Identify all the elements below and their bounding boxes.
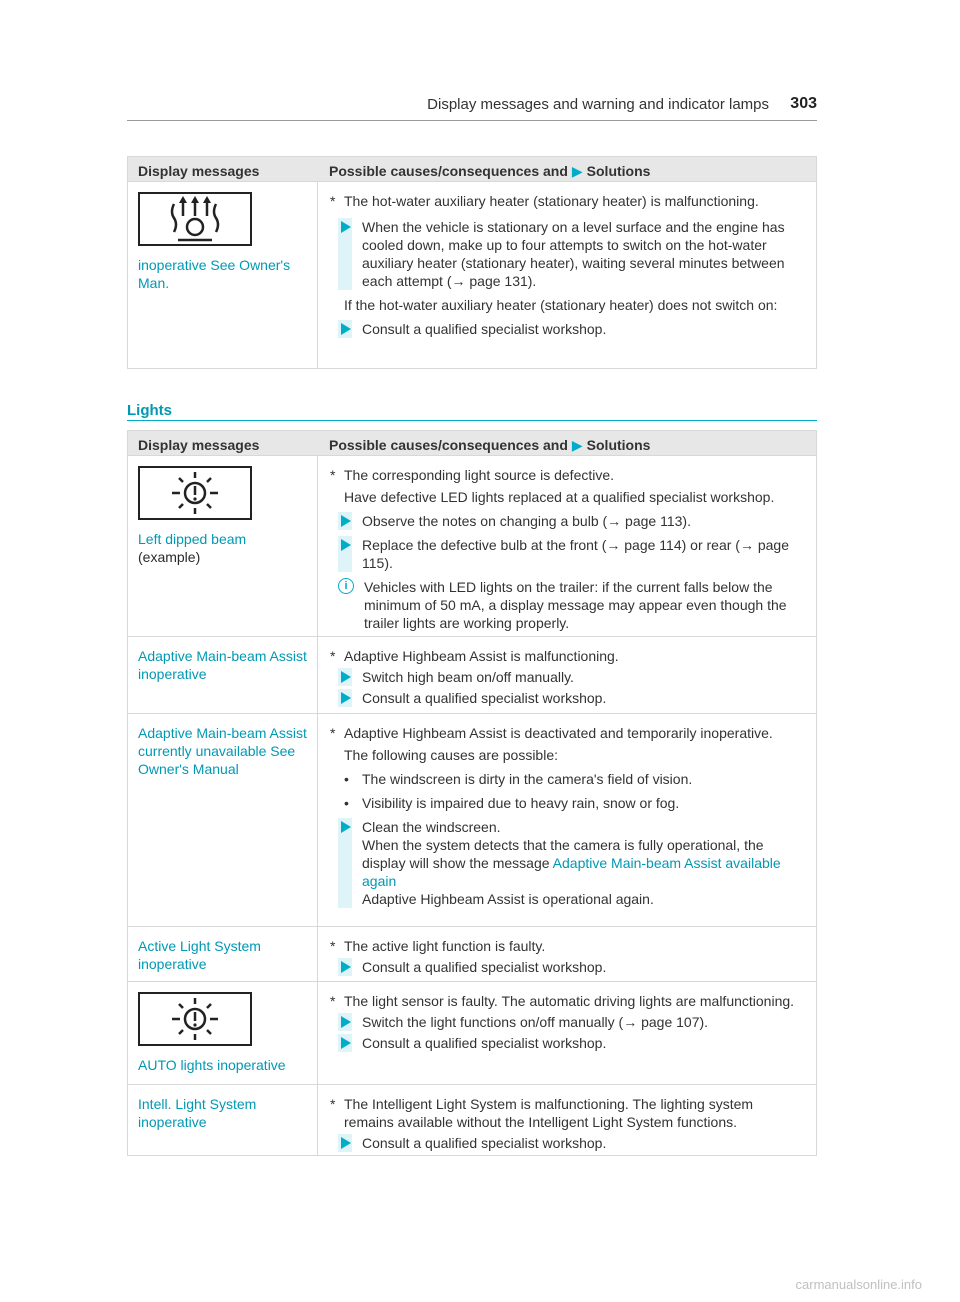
play-arrow-icon: [341, 323, 351, 335]
display-message: AUTO lights inoperative: [138, 1057, 286, 1073]
message-cell: [128, 456, 318, 636]
section-lights: [127, 402, 817, 421]
step-message: Adaptive Main-beam Assist available again: [362, 855, 781, 889]
section-title: Lights: [127, 402, 172, 419]
cause: * Adaptive Highbeam Assist is deactivated and temporarily inoperative.: [330, 725, 773, 741]
step-text: Consult a qualified specialist workshop.: [362, 1135, 607, 1151]
solution-cell: [318, 1085, 816, 1155]
solution-cell: [318, 714, 816, 926]
play-arrow-icon: [341, 221, 351, 233]
col-solutions-label: Solutions: [586, 437, 651, 453]
message-cell: [128, 637, 318, 713]
table-row: [128, 455, 816, 636]
col-causes-label: Possible causes/consequences and: [329, 437, 568, 453]
display-message: Adaptive Main-beam Assist currently unavailable See Owner's Manual: [138, 725, 307, 777]
message-cell: [128, 714, 318, 926]
display-message: Active Light System inoperative: [138, 938, 261, 972]
info-note: [338, 578, 804, 632]
cause-text: The light sensor is faulty. The automatic driving lights are malfunctioning.: [344, 993, 795, 1009]
message-suffix: (example): [138, 549, 201, 565]
solution-step: [338, 218, 804, 290]
message-cell: [128, 982, 318, 1084]
table-row: [128, 1084, 816, 1155]
step-text: Consult a qualified specialist workshop.: [362, 321, 607, 337]
step-result: Adaptive Highbeam Assist is operational again.: [362, 891, 654, 907]
solution-cell: [318, 182, 816, 368]
solution-step: [338, 689, 804, 707]
play-arrow-icon: [341, 1137, 351, 1149]
table-row: [128, 636, 816, 713]
heater-table: [127, 156, 817, 369]
light-malfunction-icon: [138, 992, 252, 1046]
play-arrow-icon: [341, 539, 351, 551]
cause-text: The hot-water auxiliary heater (stationary heater) is malfunctioning.: [344, 193, 759, 209]
solution-cell: [318, 456, 816, 636]
col-display-messages: Display messages: [138, 437, 260, 453]
table-row: [128, 181, 816, 368]
message-cell: [128, 927, 318, 981]
solution-cell: [318, 927, 816, 981]
cause-text: Adaptive Highbeam Assist is malfunctioning.: [344, 648, 619, 664]
play-arrow-icon: [341, 1016, 351, 1028]
solution-step: [338, 536, 804, 572]
cause-text: The Intelligent Light System is malfunctioning. The lighting system remains available without the Intelligent Light System functions.: [344, 1096, 754, 1130]
table-header: [128, 431, 816, 455]
step-text: Clean the windscreen.: [362, 819, 501, 835]
info-text: Vehicles with LED lights on the trailer: if the current falls below the minimum of 50 mA, a display message may appear even though the trailer lights are working properly.: [364, 579, 787, 631]
solution-cell: [318, 982, 816, 1084]
step-text: Consult a qualified specialist workshop.: [362, 959, 607, 975]
display-message: [138, 530, 307, 566]
solution-step: [338, 958, 804, 976]
solution-step: [338, 818, 804, 908]
light-malfunction-icon: [138, 466, 252, 520]
message-text: Left dipped beam: [138, 531, 247, 547]
lights-table: [127, 430, 817, 1156]
step-text: Observe the notes on changing a bulb (→ page 113).: [362, 513, 691, 529]
solution-step: [338, 320, 804, 338]
step-text: When the vehicle is stationary on a level surface and the engine has cooled down, make up to four attempts to switch on the hot-water auxiliary heater (stationary heater), waiting several minutes between each attempt (→ page 131).: [362, 219, 785, 289]
page-header: [127, 92, 817, 121]
step-text: Switch the light functions on/off manually (→ page 107).: [362, 1014, 709, 1030]
cause: * The corresponding light source is defective.: [330, 467, 615, 483]
step-detail: When the system detects that the camera is fully operational, the display will show the message: [362, 837, 764, 871]
display-message: inoperative See Owner's Man.: [138, 257, 291, 291]
cause: * The hot-water auxiliary heater (stationary heater) is malfunctioning.: [330, 193, 759, 209]
cause-text: The active light function is faulty.: [344, 938, 546, 954]
play-arrow-icon: [341, 961, 351, 973]
message-cell: [128, 182, 318, 368]
page-number: 303: [790, 95, 817, 112]
info-icon: i: [338, 578, 354, 594]
table-row: [128, 713, 816, 926]
col-solutions-label: Solutions: [586, 163, 651, 179]
play-arrow-icon: [341, 671, 351, 683]
col-display-messages: Display messages: [138, 163, 260, 179]
step-text: Consult a qualified specialist workshop.: [362, 1035, 607, 1051]
cause: * The light sensor is faulty. The automatic driving lights are malfunctioning.: [330, 993, 795, 1009]
arrow-icon: ▶: [571, 163, 583, 179]
arrow-icon: ▶: [571, 437, 583, 453]
note-text: Have defective LED lights replaced at a qualified specialist workshop.: [344, 489, 775, 505]
solution-step: [338, 512, 804, 530]
play-arrow-icon: [341, 692, 351, 704]
cause-text: Adaptive Highbeam Assist is deactivated and temporarily inoperative.: [344, 725, 773, 741]
solution-step: [338, 1013, 804, 1031]
auxiliary-heater-icon: [138, 192, 252, 246]
bullet-text: Visibility is impaired due to heavy rain, snow or fog.: [362, 795, 680, 811]
watermark-footer: carmanualsonline.info: [795, 1277, 922, 1292]
solution-step: [338, 1134, 804, 1152]
solution-step: [338, 668, 804, 686]
cause: * The active light function is faulty.: [330, 938, 546, 954]
header-title: Display messages and warning and indicator lamps: [427, 96, 769, 113]
step-text: Consult a qualified specialist workshop.: [362, 690, 607, 706]
play-arrow-icon: [341, 515, 351, 527]
table-header: [128, 157, 816, 181]
play-arrow-icon: [341, 821, 351, 833]
table-row: [128, 926, 816, 981]
play-arrow-icon: [341, 1037, 351, 1049]
list-item: • The windscreen is dirty in the camera's field of vision.: [344, 771, 693, 787]
display-message: Intell. Light System inoperative: [138, 1096, 257, 1130]
step-text: Replace the defective bulb at the front (→ page 114) or rear (→ page 115).: [362, 537, 789, 571]
col-causes: [318, 157, 816, 181]
cause: * The Intelligent Light System is malfunctioning. The lighting system remains available without the Intelligent Light System functions.: [330, 1095, 804, 1131]
col-causes: [318, 431, 816, 455]
cause-text: The corresponding light source is defective.: [344, 467, 615, 483]
solution-step: [338, 1034, 804, 1052]
message-cell: [128, 1085, 318, 1155]
cause: * Adaptive Highbeam Assist is malfunctioning.: [330, 648, 619, 664]
note-text: The following causes are possible:: [344, 747, 559, 763]
list-item: • Visibility is impaired due to heavy rain, snow or fog.: [344, 795, 680, 811]
col-causes-label: Possible causes/consequences and: [329, 163, 568, 179]
solution-cell: [318, 637, 816, 713]
note-text: If the hot-water auxiliary heater (stationary heater) does not switch on:: [344, 297, 778, 313]
bullet-text: The windscreen is dirty in the camera's field of vision.: [362, 771, 693, 787]
table-row: [128, 981, 816, 1084]
display-message: Adaptive Main-beam Assist inoperative: [138, 648, 307, 682]
step-text: Switch high beam on/off manually.: [362, 669, 574, 685]
